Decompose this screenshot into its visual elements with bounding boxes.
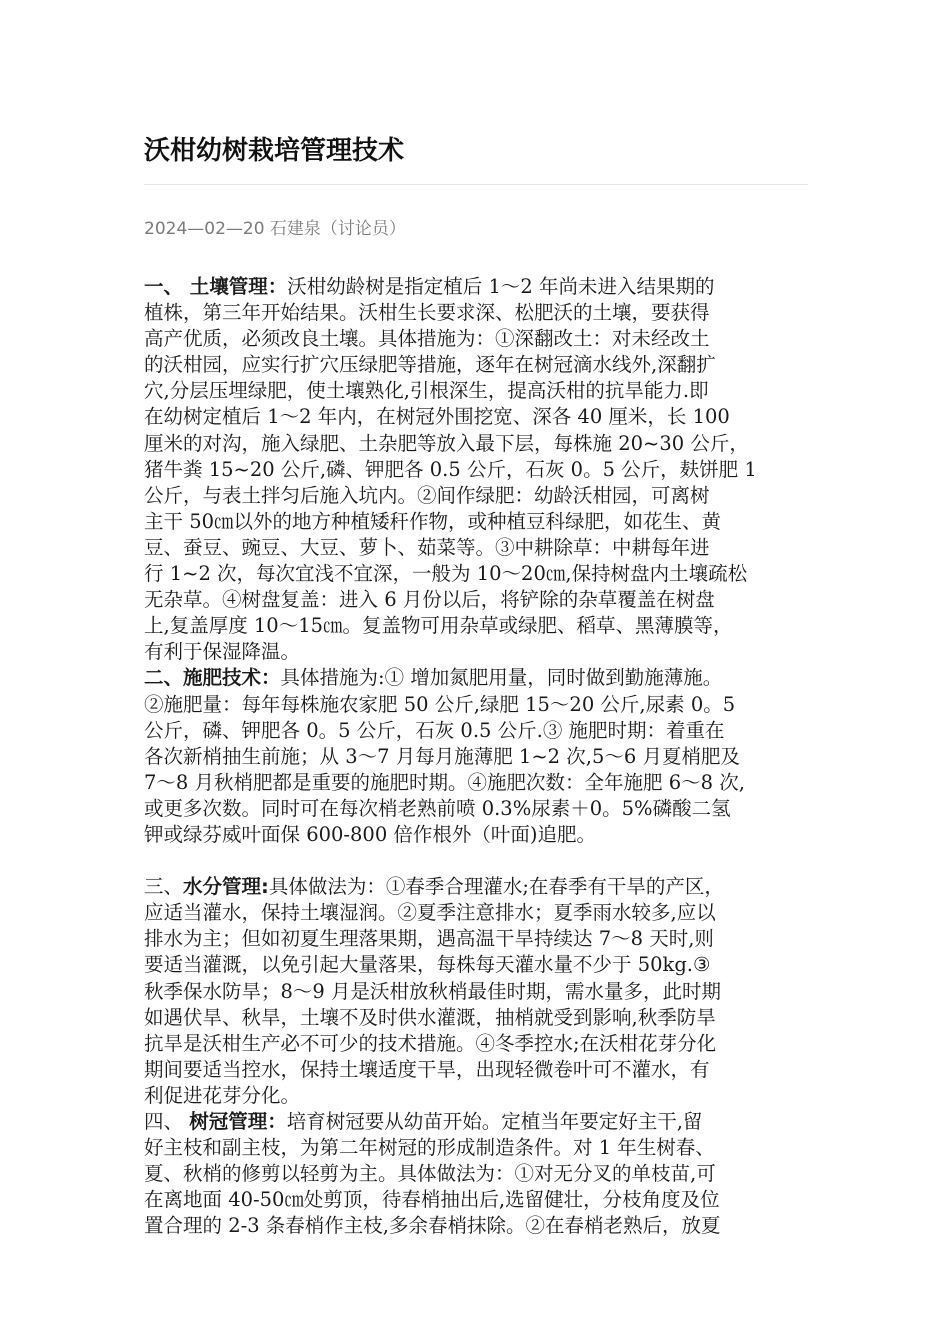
body-line	[144, 300, 812, 326]
line-text: 公斤，磷、钾肥各 0。5 公斤，石灰 0.5 公斤.③ 施肥时期：着重在	[144, 718, 725, 742]
body-line	[144, 561, 812, 587]
line-text: 厘米的对沟，施入绿肥、土杂肥等放入最下层，每株施 20~30 公斤，	[144, 431, 749, 455]
body-line	[144, 770, 812, 796]
line-text: 7～8 月秋梢肥都是重要的施肥时期。④施肥次数：全年施肥 6～8 次,	[144, 770, 745, 794]
body-line	[144, 692, 812, 718]
section-number: 三、	[144, 875, 184, 899]
line-text: ②施肥量：每年每株施农家肥 50 公斤,绿肥 15～20 公斤,尿素 0。5	[144, 692, 736, 716]
body-line	[144, 639, 812, 665]
line-text: 植株，第三年开始结果。沃柑生长要求深、松肥沃的土壤，要获得	[144, 301, 710, 325]
line-text: 无杂草。④树盘复盖：进入 6 月份以后，将铲除的杂草覆盖在树盘	[144, 588, 715, 612]
body-line	[144, 665, 812, 691]
line-text: 钾或绿芬威叶面保 600-800 倍作根外（叶面)追肥。	[144, 822, 597, 846]
line-text: 高产优质，必须改良土壤。具体措施为：①深翻改土：对未经改土	[144, 327, 710, 351]
body-line	[144, 900, 812, 926]
line-text: 好主枝和副主枝，为第二年树冠的形成制造条件。对 1 年生树春、	[144, 1136, 715, 1160]
body-line	[144, 509, 812, 535]
line-text: 排水为主；但如初夏生理落果期，遇高温干旱持续达 7～8 天时,则	[144, 927, 714, 951]
section-heading: 二、施肥技术：	[144, 666, 281, 690]
body-line	[144, 796, 812, 822]
article-body	[144, 274, 812, 1239]
line-text: 培育树冠要从幼苗开始。定植当年要定好主干,留	[286, 1110, 703, 1133]
section-heading: 水分管理:	[183, 875, 269, 899]
body-line	[144, 535, 812, 561]
body-line	[144, 1187, 812, 1213]
body-line	[144, 587, 812, 613]
line-text: 公斤，与表土拌匀后施入坑内。②间作绿肥：幼龄沃柑园，可离树	[144, 483, 710, 507]
line-text: 的沃柑园，应实行扩穴压绿肥等措施，逐年在树冠滴水线外,深翻扩	[144, 353, 716, 377]
body-line	[144, 274, 812, 300]
line-text: 要适当灌溉，以免引起大量落果，每株每天灌水量不少于 50kg.③	[144, 953, 711, 977]
body-line	[144, 352, 812, 378]
line-text: 期间要适当控水，保持土壤适度干旱，出现轻微卷叶可不灌水，有	[144, 1057, 710, 1081]
line-text: 或更多次数。同时可在每次梢老熟前喷 0.3%尿素＋0。5%磷酸二氢	[144, 796, 731, 820]
body-line	[144, 1161, 812, 1187]
body-line	[144, 1005, 812, 1031]
article-meta: 2024—02—20 石建泉（讨论员）	[144, 219, 406, 239]
line-text: 如遇伏旱、秋旱，土壤不及时供水灌溉，抽梢就受到影响,秋季防旱	[144, 1005, 716, 1029]
line-text: 秋季保水防旱；8～9 月是沃柑放秋梢最佳时期，需水量多，此时期	[144, 979, 722, 1003]
body-line	[144, 952, 812, 978]
line-text: 置合理的 2-3 条春梢作主枝,多余春梢抹除。②在春梢老熟后，放夏	[144, 1214, 721, 1238]
title-divider	[144, 184, 808, 185]
section-heading: 树冠管理：	[189, 1110, 287, 1133]
line-text: 主干 50㎝以外的地方种植矮秆作物，或种植豆科绿肥，如花生、黄	[144, 509, 722, 533]
body-line	[144, 926, 812, 952]
line-text: 各次新梢抽生前施；从 3～7 月每月施薄肥 1~2 次,5～6 月夏梢肥及	[144, 744, 740, 768]
line-text: 夏、秋梢的修剪以轻剪为主。具体做法为：①对无分叉的单枝苗,可	[144, 1162, 716, 1186]
line-text: 利促进花芽分化。	[144, 1083, 301, 1107]
body-line	[144, 431, 812, 457]
body-line	[144, 1109, 812, 1135]
line-text: 豆、蚕豆、豌豆、大豆、萝卜、茹菜等。③中耕除草：中耕每年进	[144, 535, 710, 559]
line-text: 猪牛粪 15~20 公斤,磷、钾肥各 0.5 公斤，石灰 0。5 公斤，麸饼肥 1	[144, 457, 757, 481]
body-line	[144, 718, 812, 744]
body-line	[144, 1083, 812, 1109]
body-line	[144, 457, 812, 483]
body-line	[144, 1135, 812, 1161]
line-text: 在离地面 40-50㎝处剪顶，待春梢抽出后,选留健壮，分枝角度及位	[144, 1188, 720, 1212]
line-text: 穴,分层压埋绿肥，使土壤熟化,引根深生，提高沃柑的抗旱能力.即	[144, 379, 709, 403]
body-line	[144, 378, 812, 404]
body-line	[144, 1031, 812, 1057]
body-line	[144, 404, 812, 430]
body-line	[144, 979, 812, 1005]
article-title: 沃柑幼树栽培管理技术	[144, 136, 405, 166]
body-line	[144, 326, 812, 352]
line-text: 具体做法为：①春季合理灌水;在春季有干旱的产区，	[268, 875, 724, 899]
blank-line	[144, 848, 812, 874]
line-text: 在幼树定植后 1～2 年内，在树冠外围挖宽、深各 40 厘米，长 100	[144, 405, 730, 429]
line-text: 应适当灌水，保持土壤湿润。②夏季注意排水；夏季雨水较多,应以	[144, 901, 716, 925]
body-line	[144, 1057, 812, 1083]
body-line	[144, 874, 812, 900]
section-heading: 一、 土壤管理：	[144, 275, 288, 298]
line-text: 抗旱是沃柑生产必不可少的技术措施。④冬季控水;在沃柑花芽分化	[144, 1031, 717, 1055]
body-line	[144, 483, 812, 509]
body-line	[144, 613, 812, 639]
line-text: 上,复盖厚度 10～15㎝。复盖物可用杂草或绿肥、稻草、黑薄膜等，	[144, 614, 733, 638]
body-line	[144, 822, 812, 848]
line-text: 具体措施为:① 增加氮肥用量，同时做到勤施薄施。	[280, 666, 723, 690]
body-line	[144, 1213, 812, 1239]
line-text: 沃柑幼龄树是指定植后 1～2 年尚未进入结果期的	[287, 275, 715, 298]
line-text: 有利于保湿降温。	[144, 640, 301, 664]
line-text: 行 1~2 次，每次宜浅不宜深，一般为 10～20㎝,保持树盘内土壤疏松	[144, 562, 748, 586]
section-number: 四、	[144, 1110, 190, 1133]
body-line	[144, 744, 812, 770]
